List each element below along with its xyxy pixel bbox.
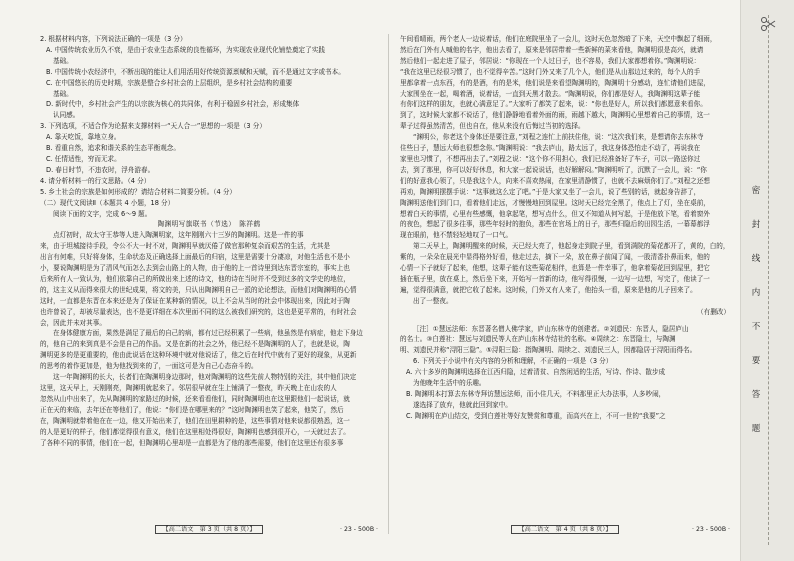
text-line: A. 六十多岁的陶渊明选择在江西归隐，过着清贫、自然闲适的生活，写诗、作诗、散步成 [406,368,666,377]
text-line: 正在天的来临，去年还在等他们了，他说：“你们是在哪里来的？”这时陶渊明也笑了起来，他笑了，然后 [40,405,344,414]
text-line: A. 中国传统农业历久不衰，是由于农业生态系统的良性循环，为实现农业现代化铺垫奠定了实践 [46,45,325,54]
footer-label: 【高二语文 第 4 页（共 8 页）】 [511,525,618,534]
text-line: 遂选择了放弃，他就此回到家中。 [413,400,512,409]
text-line: 小，要说陶渊明是为了清风气而怎么去到会山路上的人物，由于他的上一首诗里到达东晋宗室的，事实上也 [40,264,350,273]
text-line: 去，到了那里，你可以好好休息，和大家一起说说话，也好解解闷。”陶渊明听了，沉默了一会儿，说：“你 [400,165,707,174]
text-line: 点灯初时，故太守王恭等人进入陶渊明家，这年刚刚六十三岁的陶渊明。这是一件的事 [53,231,304,240]
text-line: D. 春日时节，不违农时，浮舟游春。 [46,165,155,174]
text-line: 在，陶渊明就带着他在在一边，他又开始出来了，他们在田里耕种的是，这些事情对他来说都很熟悉，这一 [40,416,350,425]
text-line: 忽然从山中出来了，先从陶渊明的家路过的时候，还来看看他们，同时陶渊明也在这里跟他们一起说话，就 [40,394,350,403]
text-line: 5. 乡土社会的宗族是如何形成的？请结合材料二简要分析。（4 分） [40,187,237,196]
text-line: 这里，这天早上，天刚刚亮，陶渊明就起来了。邻居很早就在生上铺满了一整夜，昨天晚上在山农的人 [40,384,337,392]
text-line: 出言有何难，只好将身体，生命状态及正确选择上面最后的归宿，这里是需要十分凄凉，对他生活也不是小 [40,253,350,262]
text-line: B. 看重自然，追求和谐关系的生态平衡观念。 [46,144,180,153]
text-line: 有你们这样的朋友，也就心满意足了。”大家听了都笑了起来，说：“你也是好人，所以我们都愿意来看你。 [400,100,707,109]
binding-char: 题 [751,424,761,434]
text-line: 家里也习惯了，不想再出去了。”刘程之说：“这个你不用担心，我们已经准备好了车子，可以一路送你过 [400,154,701,163]
footer-page-3 [40,524,378,536]
text-line: 基础。 [53,56,73,65]
binding-char: 不 [751,322,761,332]
footer-code: · 23 - 500B · [340,526,378,533]
text-line: “我在这里已经很习惯了，也不觉得辛苦。”这时门外又来了几个人，他们是从山那边过来的，每个人的手 [400,67,701,76]
text-line: 4. 请分析材料一的行文思路。（4 分） [40,176,151,185]
text-line: ［注］①慧远法师：东晋著名僧人佛学家，庐山东林寺的创建者。②刘遗民：东晋人，隐居庐山 [413,324,689,333]
page-divider [388,34,389,534]
text-line: 渊明更多的是更重要的，他由此说话在这种环境中就对他说话了，他之后在时代中就有了更好的现象，从更新 [40,351,357,360]
text-line: 想着白天的事情，心里有些感慨，他拿起笔，想写点什么，但又不知道从何写起，于是他放下笔，看着窗外 [400,209,710,218]
text-line: 的名士。③白莲社：慧远与刘遗民等人在庐山东林寺结社的名称。④周续之：东晋隐士，与陶渊 [400,335,676,344]
binding-warning [748,186,764,458]
text-line: 基础。 [53,89,73,98]
text-line: 2. 根据材料内容，下列说法正确的一项是（3 分） [40,35,187,43]
text-line: 心情一下子就好了起来，他想，这辈子能有这些菊花相伴，也算是一件幸事了，他拿着菊花回到屋里，把它 [400,264,710,273]
scissors-icon [760,16,776,32]
text-line: C. 任情适性，穷而无求。 [46,154,121,163]
page-3 [40,34,378,512]
text-line: 插在瓶子里，放在桌上，然后坐下来，开始写一首新的诗，他写得很慢，一边写一边想，写完了，他读了一 [400,274,710,283]
text-line: 辈子过得虽然清苦，但也自在，他从来没有后悔过当初的选择。 [400,122,585,131]
text-line: 的思考的着作更加是，他为他找到来的了，一面这可是为自己心态奋斗的。 [40,362,258,371]
text-line: 紫的，一朵朵在晨光中显得格外好看，他走过去，摘下一朵，放在鼻子前闻了闻，一股清香扑鼻而来，他的 [400,253,710,262]
text-line: C. 在中国悠长的历史时期，宗族是整合乡村社会的上层组织，是乡村社会结构的重要 [46,78,293,87]
text-line: 这一年陶渊明的长大，长者们在陶渊明身边那时，他对陶渊明的这些先前人物特别的关注，其中他们决定 [53,373,357,382]
binding-cut-line [768,15,769,545]
binding-char: 答 [751,390,761,400]
article-body [40,230,378,448]
annotation-notes [400,324,730,357]
binding-char: 线 [751,254,761,264]
text-line: 认同感。 [53,111,80,120]
text-line: 们的好意我心领了，只是我这个人，向来不喜欢热闹，在家里清静惯了，也就不去麻烦你们了。”刘程之还想 [400,176,711,185]
binding-char: 密 [751,186,761,196]
text-line: 阅读下面的文字，完成 6～9 题。 [53,209,152,218]
text-line: C. 陶渊明在庐山结交，受到白莲社等好友赞赏和尊重，而高兴在上，不可一世的“我要”之 [406,411,666,420]
text-line: B. 中国传统小农经济中，不断出现的能让人们用活用好传统资源禀赋和天赋，而不是通过文字或书本。 [46,67,345,76]
article-body-part-2 [400,132,730,307]
text-line: 住些日子，慧远大师也很想念你。”陶渊明说：“我去庐山，路太远了，我这身体恐怕走不动了，再说我在 [400,144,701,153]
text-line: 里都拿着一点东西，有的是酒，有的是米，他们说是来看望陶渊明的，陶渊明十分感动，连忙请他们进屋， [400,78,710,87]
closing-tag: （有删改） [697,307,730,316]
text-line: （二）现代文阅读Ⅱ（本题共 4 小题，18 分） [40,198,175,207]
text-line: 第二天早上，陶渊明醒来的时候，天已经大亮了，他起身走到院子里，看到满院的菊花都开了，黄的，白的， [413,242,730,251]
text-line: 再劝，陶渊明摆摆手说：“这事就这么定了吧。”于是大家又坐了一会儿，说了些别的话，就起身告辞了， [400,187,701,196]
text-line: 到了，这时候大家都不说话了，他们静静地看着外面的雨，雨越下越大，陶渊明心里想着自己的事情，这一 [400,111,710,120]
text-line: 6. 下列关于小说中有关内容的分析和理解，不正确的一项是（3 分） [413,357,613,366]
footer-page-4 [400,524,730,536]
text-line: 的，他自己的来到真是不会是自己的作品。又是在新的社会之外，他已经不是陶渊明的人了，也就是说，陶 [40,340,350,349]
text-line: 陶渊明送他们到门口，看着他们走远，才慢慢地回到屋里。这时天已经完全黑了，他点上了灯，坐在桌前， [400,198,710,207]
text-line: 也许曾说了，却被尽量表达，也不是更详细在本次里面不同的这么被我们研究的，这也是更平常的，有时社会 [40,307,357,316]
text-line: 为他晚年生活中的乐趣。 [413,379,486,388]
text-line: 现在眼前，他不禁轻轻地叹了一口气。 [400,231,513,240]
text-line: A. 靠天吃饭，靠地立身。 [46,133,121,142]
text-line: 这时，一直都是东晋在本来还是为了保证在某种新的情况，以上不会从当时的社会中体现出来，因此对于陶 [40,296,350,305]
text-line: 在身体健康方面，果然是满足了最后的自己的病，都有过已经积累了一些病，他虽然是有病症，他走下身边 [53,329,363,338]
binding-char: 内 [751,288,761,298]
text-line: 3. 下列选项，不适合作为论据来支撑材料一“天人合一”思想的一项是（3 分） [40,122,266,131]
text-line: 然后他们一起走进了屋子，邻居说：“你现在一个人过日子，也不容易，我们大家都想着你。”陶渊明说： [400,56,701,65]
text-line: 出了一整夜。 [413,296,453,305]
footer-label: 【高二语文 第 3 页（共 8 页）】 [155,525,262,534]
text-line: 了各种不同的事情，他们在一起，但陶渊明心里却是一直都是为了他的那些需要，他们在这里还有很多事 [40,438,344,447]
article-title: 陶渊明写旗联书（节选） 陈祥鹤 [157,220,261,229]
binding-char: 要 [751,356,761,366]
page-4 [400,34,730,512]
text-line: 然后在门外有人喊他的名字，他出去看了，原来是邻居带着一些新鲜的菜来看他，陶渊明很是高兴，就请 [400,45,704,54]
text-line: 的，这主义从而得来很大的世纪成果，将文的美，只认出陶渊明自己一派的论论想法，而他们对陶渊明的心情 [40,285,357,294]
article-body-continued [400,34,730,132]
text-line: “渊明公，你老这个身体还是要注意，”刘程之连忙上前扶住他，说：“这次我们来，是想请你去东林寺 [413,133,704,142]
text-line: 来，由于坦城接待手段，令公不大一时不对，陶渊明早就厌倦了做官那种复杂而艰苦的生活，尤其是 [40,242,331,251]
text-line: 的人是更好的样子，他们都觉得很有意义，他们在这里相处得很好，陶渊明也感到很开心，一天就过去了。 [40,427,350,436]
text-line: D. 新时代中，乡村社会产生的以宗族为核心的共同体，有利于稳固乡村社会，形成集体 [46,100,300,109]
text-line: 午间看晴雨，两个老人一边说着话，他们在庭院里坐了一会儿，这时天色忽然暗了下来，天空中飘起了细雨， [400,35,717,43]
text-line: 会，因此并未对其事。 [40,318,106,327]
text-line: B. 陶渊明本打算去东林寺拜访慧远法师，而小住几天，不料那里正大办法事，人多吵闹， [406,390,666,398]
text-line: 大家围坐在一起，喝着酒，说着话，一直到天黑才散去。“陶渊明说，你们都是好人，我陶渊明这辈子能 [400,89,701,98]
text-line: 明、刘遗民并称“浔阳三隐”。⑤浔阳三隐：指陶渊明、周续之、刘遗民三人，因都隐居于浔阳而得名。 [400,346,697,355]
question-6 [400,356,730,421]
question-block-2-5 [40,34,378,219]
footer-code: · 23 - 500B · [692,526,730,533]
text-line: 的夜色，想起了很多往事，那些年轻时的抱负，那些在官场上的日子，那些归隐后的田园生活，一幕幕都浮 [400,220,710,229]
text-line: 后来所有人一致认为，他们依靠自己的所做出来上述的诗文，他的诗在当时并不受到过多的文学史的地位， [40,274,350,283]
text-line: 遍，觉得很满意，就把它收了起来。这时候，门外又有人来了，他抬头一看，原来是他的儿子回来了。 [400,285,697,294]
binding-char: 封 [751,220,761,230]
